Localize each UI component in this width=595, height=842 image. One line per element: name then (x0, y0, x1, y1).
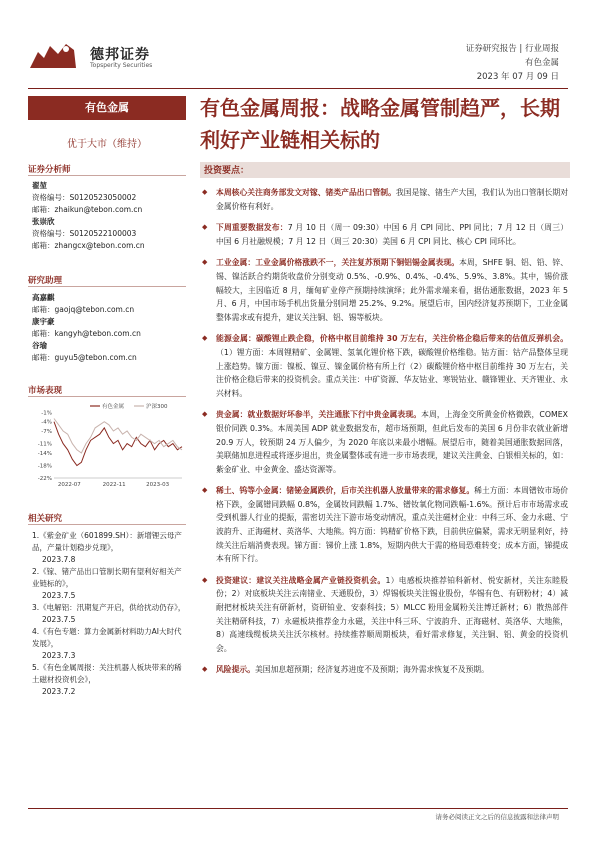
related-title: 4.《有色专题：算力金属新材料助力AI大时代发展》， (32, 627, 182, 648)
assistant-name: 康宇豪 (32, 317, 55, 326)
key-point-lead: 贵金属：就业数据好坏参半，关注通胀下行中贵金属表现。 (216, 410, 422, 420)
related-date: 2023.7.5 (42, 591, 76, 600)
key-point-lead: 下周重要数据发布： (216, 223, 288, 233)
analyst-name: 张崇欣 (32, 217, 55, 226)
assistant-name: 高嘉麒 (32, 293, 55, 302)
x-tick-label: 2023-03 (146, 482, 170, 488)
key-point (202, 663, 568, 677)
assistant-email[interactable]: 邮箱：kangyh@tebon.com.cn (32, 329, 141, 338)
key-point (202, 332, 568, 400)
divider (28, 396, 186, 397)
y-tick-label: -14% (37, 450, 52, 457)
footer-divider (28, 808, 568, 809)
divider (28, 524, 186, 525)
key-point-lead: 工业金属：工业金属价格涨跌不一，关注复苏预期下铜铝锡金属表现。 (216, 258, 460, 268)
analyst-email[interactable]: 邮箱：zhangcx@tebon.com.cn (32, 241, 145, 250)
header-meta (466, 42, 559, 84)
related-heading: 相关研究 (28, 514, 63, 524)
related-item[interactable] (32, 602, 187, 626)
y-tick-label: -18% (37, 463, 52, 470)
key-point-body: 1）电感板块推荐铂科新材、悦安新材，关注东睦股份；2）对底板块关注云南锗业、天通股份，3）焊锡板块关注锡业股份，华锡有色、有研粉材；4）减耐把材板块关注有研新材，资研铂业、安泰科技；5）MLCC 粉用金属粉关注博迁新材；6）散热部件关注精研科技，7）永磁板块推荐金力永磁，关注中科三环、宁波韵升、正海磁材、英洛华、大地熊，8）高速线缆板块关注沃尔核材。持续推荐顺周期板块，看好需求修复，关注铜、铝、黄金的投资机会。 (216, 575, 568, 653)
key-point (202, 256, 568, 324)
assistant-block (32, 292, 187, 364)
rating: 优于大市（维持） (67, 139, 147, 150)
assistant-name: 谷瑜 (32, 341, 47, 350)
analyst-block (32, 180, 187, 252)
related-title: 2.《镓、锗产品出口管制长期有望利好相关产业链标的》， (32, 567, 182, 588)
report-date: 2023 年 07 月 09 日 (476, 72, 559, 82)
report-title: 有色金属周报：战略金属管制趋严，长期利好产业链相关标的 (200, 96, 560, 152)
analyst-license: 资格编号：S0120522100003 (32, 229, 137, 238)
related-title: 3.《电解铝：汛期复产开启，供给扰动仍存》， (32, 603, 186, 612)
assistant-email[interactable]: 邮箱：guyu5@tebon.com.cn (32, 353, 137, 362)
y-tick-label: -7% (41, 429, 52, 436)
related-date: 2023.7.2 (42, 687, 76, 696)
related-item[interactable] (32, 530, 187, 566)
legend-label: 有色金属 (102, 404, 125, 410)
key-point-body: 7 月 10 日（周一 09:30）中国 6 月 CPI 同比、PPI 同比；7 月 12 日（周三）中国 6 月社融规模；7 月 12 日（周三 20:30）美国 6 月 CPI 同比、核心 CPI 同环比。 (216, 223, 568, 246)
key-point (202, 484, 568, 566)
assistants-heading: 研究助理 (28, 276, 63, 286)
sector-label: 有色金属 (524, 58, 559, 68)
logo-text: 德邦证券 (90, 47, 150, 63)
divider (28, 286, 186, 287)
divider (28, 175, 186, 176)
key-point (202, 186, 568, 213)
key-point-body: 我国是镓、锗生产大国，我们认为出口管制长期对金属价格有利好。 (216, 188, 568, 211)
y-tick-label: -4% (41, 419, 52, 426)
key-point-lead: 本周核心关注商务部发文对镓、锗类产品出口管制。 (216, 188, 396, 197)
analyst-name: 翟堃 (32, 181, 47, 190)
related-title: 5.《有色金属周报：关注机器人板块带来的稀土磁材投资机会》， (32, 663, 182, 684)
x-tick-label: 2022-07 (57, 482, 81, 488)
y-tick-label: -1% (41, 410, 52, 417)
footer-disclaimer: 请务必阅读正文之后的信息披露和法律声明 (435, 813, 559, 821)
key-point-body: （1）锂方面：本周锂精矿、金属锂、氢氧化锂价格下跌，碳酸锂价格维稳。钴方面：钴产品整体呈现上涨趋势。镍方面：镍板、镍豆、镍金属价格有所上行（2）碳酸锂价格中枢目前维持 30 万左右，关注价格企稳后带来的投资机会。重点关注：中矿资源、华友钴业、寒锐钴业、赣锋锂业、天齐锂业、永兴材料。 (216, 347, 568, 398)
market-chart (28, 400, 186, 490)
key-point-body: 稀土方面：本周镨钕市场价格下跌，金属镨同跌幅 0.8%，金属钕同跌幅 1.7%、镨钕氧化物同跌幅-1.6%。预计后市市场需求或受到机器人行业的提振，需密切关注下游市场变动情况，重点关注磁材企业：中科三环、金力永磁、宁波韵升、正海磁材、英洛华、大地熊。钨方面：钨精矿价格下跌，目前供应偏紧，需求无明显利好，持续关注后端消费表现。锑方面：锑价上涨 1.8%，短期内供大于需的格局恐难转变；成本方面，锑提成本有所下行。 (216, 486, 569, 564)
assistant-email[interactable]: 邮箱：gaojq@tebon.com.cn (32, 305, 135, 314)
key-point-lead: 风险提示。 (216, 665, 255, 675)
key-points-list (202, 186, 568, 685)
header-divider (28, 88, 568, 89)
key-point (202, 408, 568, 476)
key-point-lead: 投资建议：建议关注战略金属产业链投资机会。 (216, 575, 386, 585)
sector-banner: 有色金属 (28, 96, 186, 120)
key-point-lead: 能源金属：碳酸锂止跌企稳，价格中枢目前维持 30 万左右，关注价格企稳后带来的估值反弹机会。 (216, 334, 568, 344)
analyst-license: 资格编号：S0120523050002 (32, 193, 137, 202)
y-tick-label: -11% (37, 441, 52, 448)
key-point (202, 221, 568, 248)
key-point-body: 本周，SHFE 铜、铝、铅、锌、锡、镍活跃合约期货收盘价分别变动 0.5%、-0.9%、0.4%、-0.4%、5.9%、3.8%。其中，锡价涨幅较大，主因临近 8 月，缅甸矿业停产预期持续演绎；此外需求端来看，据估通胀数据，2023 年 5 月、6 月，中国市场手机出货量分别同增 25.2%、9.2%。展望后市，国内经济复苏预期下，工业金属整体需求或有提升，建议关注铜、铝、锡等板块。 (216, 258, 569, 322)
x-tick-label: 2022-11 (102, 482, 126, 488)
related-date: 2023.7.8 (42, 555, 76, 564)
related-item[interactable] (32, 662, 187, 698)
analyst-email[interactable]: 邮箱：zhaikun@tebon.com.cn (32, 205, 143, 214)
key-point-lead: 稀土、钨等小金属：锗铋金属跌价，后市关注机器人放量带来的需求修复。 (216, 486, 475, 496)
analysts-heading: 证券分析师 (28, 165, 71, 175)
y-tick-label: -22% (37, 476, 52, 482)
logo-mark-icon (28, 40, 78, 70)
key-point (202, 574, 568, 656)
legend-label: 沪深300 (146, 404, 168, 410)
related-item[interactable] (32, 626, 187, 662)
logo-en-text: Topsperity Securities (90, 62, 153, 69)
series-line-2 (54, 419, 182, 454)
related-date: 2023.7.3 (42, 651, 76, 660)
key-points-title: 投资要点： (204, 166, 250, 176)
key-point-body: 本周，上海金交所黄金价格微跌，COMEX 银价同跌 0.3%。本周美国 ADP 就业数据发布，超市场预期，但此后发布的美国 6 月份非农就业新增 20.9 万人，较预期 24 万人偏少，为 2020 年底以来最小增幅。展望后市，随着美国通胀数据回落，美联储加息进程或将逐步退出，贵金属整体或有进一步市场表现，建议关注黄金、白银相关标的，如：紫金矿业、中金黄金、盛达资源等。 (216, 410, 569, 474)
related-date: 2023.7.5 (42, 615, 76, 624)
key-points-header (200, 162, 570, 178)
key-point-body: 美国加息超预期；经济复苏进度不及预期；海外需求恢复不及预期。 (254, 665, 489, 675)
related-item[interactable] (32, 566, 187, 602)
related-title: 1.《紫金矿业（601899.SH）：新增锂云母产品，产量计划稳步兑现》， (32, 531, 182, 552)
doc-type: 证券研究报告 | 行业周报 (465, 44, 559, 54)
market-heading: 市场表现 (28, 386, 63, 396)
